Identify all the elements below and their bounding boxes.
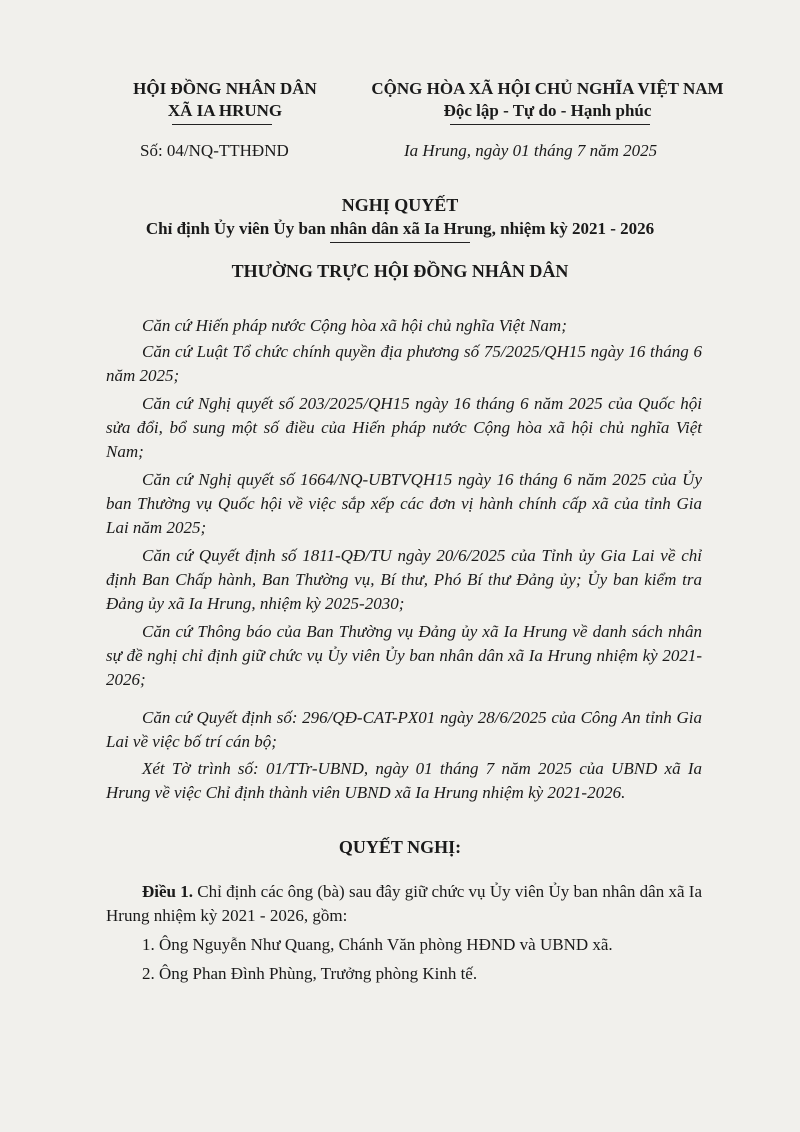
legal-basis: Căn cứ Hiến pháp nước Cộng hòa xã hội chủ nghĩa Việt Nam; (142, 316, 567, 335)
appointee-item: 1. Ông Nguyễn Như Quang, Chánh Văn phòng HĐND và UBND xã. (142, 935, 613, 954)
article-1 (106, 880, 702, 928)
legal-basis: Căn cứ Quyết định số: 296/QĐ-CAT-PX01 ngày 28/6/2025 của Công An tỉnh Gia Lai về việc bố trí cán bộ; (106, 708, 702, 751)
article-1-text: Chỉ định các ông (bà) sau đây giữ chức vụ Ủy viên Ủy ban nhân dân xã Ia Hrung nhiệm kỳ 2021 - 2026, gồm: (106, 882, 702, 925)
article-1-label: Điều 1. (142, 882, 194, 901)
document-subject: Chỉ định Ủy viên Ủy ban nhân dân xã Ia Hrung, nhiệm kỳ 2021 - 2026 (145, 219, 655, 238)
council-name: HỘI ĐỒNG NHÂN DÂN (133, 79, 317, 98)
legal-basis: Căn cứ Nghị quyết số 203/2025/QH15 ngày 16 tháng 6 năm 2025 của Quốc hội sửa đổi, bổ sung một số điều của Hiến pháp nước Cộng hòa xã hội chủ nghĩa Việt Nam; (106, 394, 702, 461)
place-date: Ia Hrung, ngày 01 tháng 7 năm 2025 (404, 141, 658, 160)
appointee-item: 2. Ông Phan Đình Phùng, Trưởng phòng Kinh tế. (142, 964, 478, 983)
national-motto: Độc lập - Tự do - Hạnh phúc (443, 101, 652, 120)
document-number: Số: 04/NQ-TTHĐND (140, 141, 289, 160)
legal-basis: Căn cứ Thông báo của Ban Thường vụ Đảng ủy xã Ia Hrung về danh sách nhân sự đề nghị chỉ định giữ chức vụ Ủy viên Ủy ban nhân dân xã Ia Hrung nhiệm kỳ 2021-2026; (106, 622, 702, 689)
right-header-underline (450, 124, 650, 125)
decision-heading: QUYẾT NGHỊ: (338, 837, 462, 857)
legal-basis: Căn cứ Nghị quyết số 1664/NQ-UBTVQH15 ngày 16 tháng 6 năm 2025 của Ủy ban Thường vụ Quốc hội về việc sắp xếp các đơn vị hành chính cấp xã của tỉnh Gia Lai năm 2025; (106, 470, 702, 537)
subject-underline (330, 242, 470, 243)
legal-basis: Xét Tờ trình số: 01/TTr-UBND, ngày 01 tháng 7 năm 2025 của UBND xã Ia Hrung về việc Chỉ định thành viên UBND xã Ia Hrung nhiệm kỳ 2021-2026. (106, 759, 702, 802)
legal-basis: Căn cứ Luật Tổ chức chính quyền địa phương số 75/2025/QH15 ngày 16 tháng 6 năm 2025; (106, 342, 702, 385)
commune-name: XÃ IA HRUNG (167, 101, 283, 120)
national-title: CỘNG HÒA XÃ HỘI CHỦ NGHĨA VIỆT NAM (371, 79, 724, 98)
legal-basis: Căn cứ Quyết định số 1811-QĐ/TU ngày 20/6/2025 của Tỉnh ủy Gia Lai về chỉ định Ban Chấp hành, Ban Thường vụ, Bí thư, Phó Bí thư Đảng ủy; Ủy ban kiểm tra Đảng ủy xã Ia Hrung, nhiệm kỳ 2025-2030; (106, 546, 702, 613)
left-header-underline (172, 124, 272, 125)
document-type: NGHỊ QUYẾT (341, 195, 459, 215)
issuing-body: THƯỜNG TRỰC HỘI ĐỒNG NHÂN DÂN (231, 261, 569, 281)
